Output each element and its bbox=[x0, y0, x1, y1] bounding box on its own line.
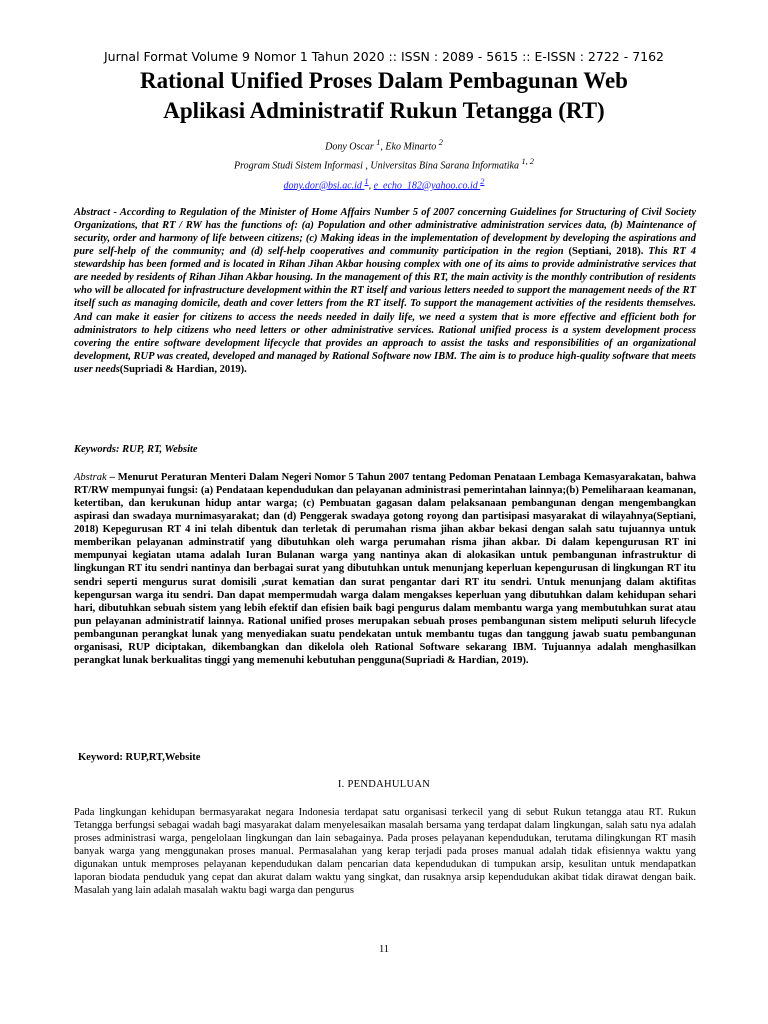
abstrak-label: Abstrak bbox=[74, 472, 107, 483]
keywords-indonesian: Keyword: RUP,RT,Website bbox=[78, 752, 201, 763]
paper-title bbox=[40, 66, 728, 126]
page-number: 11 bbox=[378, 944, 390, 955]
author-name-1: Dony Oscar bbox=[325, 141, 377, 153]
title-line-2: Aplikasi Administratif Rukun Tetangga (RT) bbox=[163, 98, 605, 123]
affiliation-sup: 1, 2 bbox=[521, 157, 534, 167]
abstract-text-2: This RT 4 stewardship has been formed and is located in Rihan Jihan Akbar housing complex with one of its aims to provide administrative services that are needed by residents of Rihan Jihan Akbar housing. In the management of this RT, the main activity is the monthly contribution of residents who will be allocated for infrastructure development within the RT itself and various letters needed to support the management needs of the RT itself such as managing domicile, death and cover letters from the RT itself. To support the management activities of the residents themselves. And can make it easier for citizens to access the needs needed in daily life, we need a system that is more effective and efficient both for administrators to help citizens who need letters or other administrative services. Rational unified process is a system development process covering the entire software development lifecycle that provides an approach to assist the tasks and responsibilities of an organizational development, RUP was created, developed and managed by Rational Software now IBM. The aim is to produce high-quality software that meets user needs bbox=[74, 246, 696, 375]
section-heading: I. PENDAHULUAN bbox=[337, 779, 431, 790]
abstract-citation-2: (Supriadi & Hardian, 2019). bbox=[119, 363, 247, 375]
journal-header: Jurnal Format Volume 9 Nomor 1 Tahun 2020 :: ISSN : 2089 - 5615 :: E-ISSN : 2722 - 7162 bbox=[103, 49, 665, 64]
keywords-english: Keywords: RUP, RT, Website bbox=[74, 444, 198, 455]
author-sup-1: 1 bbox=[376, 138, 381, 147]
author-emails bbox=[0, 174, 768, 193]
author-block bbox=[0, 135, 768, 193]
abstract-text-1: According to Regulation of the Minister of Home Affairs Number 5 of 2007 concerning Guidelines for Structuring of Civil Society Organizations, that RT / RW has the functions of: (a) Population and other administrative administration services data, (b) Maintenance of security, order and harmony of life between citizens; (c) Making ideas in the implementation of development by developing the aspirations and pure self-help of the community; and (d) self-help cooperatives and community participation in the region bbox=[74, 207, 696, 258]
abstract-english bbox=[74, 206, 696, 376]
email-sup-1: 1 bbox=[364, 176, 369, 186]
abstract-citation-1: (Septiani, 2018). bbox=[568, 246, 644, 258]
author-affiliation bbox=[0, 154, 768, 173]
email-sup-2: 2 bbox=[480, 176, 485, 186]
author-sup-2: 2 bbox=[438, 138, 443, 147]
author-names bbox=[0, 135, 768, 154]
abstrak-text: – Menurut Peraturan Menteri Dalam Negeri Nomor 5 Tahun 2007 tentang Pedoman Penataan Lembaga Kemasyarakatan, bahwa RT/RW mempunyai fungsi: (a) Pendataan kependudukan dan pelayanan administrasi pemerintahan lainnya;(b) Pemeliharaan keamanan, ketertiban, dan kerukunan hidup antar warga; (c) Pembuatan gagasan dalam pelaksanaan pembangunan dengan mengembangkan aspirasi dan swadaya murnimasyarakat; dan (d) Penggerak swadaya gotong royong dan partisipasi masyarakat di wilayahnya(Septiani, 2018) Kepegurusan RT 4 ini telah dibentuk dan terletak di perumahan risma jihan akbar bekasi dengan salah satu tujuannya untuk memberikan pelayanan adminstratif yang dibutuhkan oleh warga perumahan risma jihan akbar. Di dalam kepengurusan RT ini mempunyai kegiatan utama adalah Iuran Bulanan warga yang nantinya akan di alokasikan untuk pembangunan infrastruktur di lingkungan RT itu sendri nantinya dan berbagai surat yang dibutuhkan untuk menunjang keperluan kepengurusan di lingkungan RT itu sendri seperti mengurus surat domisili ,surat kematian dan surat pengantar dari RT itu sendri. Untuk menunjang dalam aktifitas kepengursan warga itu sendri. Dan dapat mempermudah warga dalam mengakses keperluan yang dibutuhkan dalam kehidupan sehari hari, dibutuhkan sebuah sistem yang lebih efektif dan efisien baik bagi pengurus dalam membantu warga yang membutuhkan surat atau pun pelayanan administratif lainnya. Rational unified proses merupakan sebuah proses pembangunan sistem meliputi seluruh lifecycle pembangunan perangkat lunak yang menyediakan suatu pendekatan untuk membantu tugas dan tanggung jawab suatu pembangunan organisasi, RUP diciptakan, dikembangkan dan dikelola oleh Rational Software sekarang IBM. Tujuannya adalah menghasilkan perangkat lunak berkualitas tinggi yang memenuhi kebutuhan pengguna(Supriadi & Hardian, 2019). bbox=[74, 472, 696, 666]
title-line-1: Rational Unified Proses Dalam Pembagunan Web bbox=[140, 68, 628, 93]
intro-paragraph: Pada lingkungan kehidupan bermasyarakat negara Indonesia terdapat satu organisasi terkecil yang di sebut Rukun tetangga atau RT. Rukun Tetangga berfungsi sebagai wadah bagi masyarakat dalam menyelesaikan masalah bersama yang terdapat dalam lingkungan, salah satu nya adalah proses administrasi warga, pengelolaan lingkungan dan lain sebagainya. Pada proses pelayanan kependudukan, terutama dilingkungan RT masih banyak warga yang menggunakan proses manual. Permasalahan yang kerap terjadi pada proses manual adalah tidak efisiennya waktu yang digunakan untuk memproses pelayanan kependudukan dalam pencarian data kependudukan di tumpukan arsip, kesulitan untuk mendapatkan laporan biodata penduduk yang cepat dan akurat dalam waktu yang singkat, dan rusaknya arsip kependudukan akibat tidak dirawat dengan baik. Masalah yang lain adalah masalah waktu bagi warga dan pengurus bbox=[74, 807, 696, 897]
email-link-1[interactable]: dony.dor@bsi.ac.id bbox=[283, 179, 365, 191]
author-name-2: , Eko Minarto bbox=[380, 141, 439, 153]
affiliation-text: Program Studi Sistem Informasi , Universitas Bina Sarana Informatika bbox=[234, 160, 522, 172]
abstract-indonesian bbox=[74, 471, 696, 667]
email-separator: , bbox=[368, 179, 374, 191]
email-link-2[interactable]: e_echo_182@yahoo.co.id bbox=[373, 179, 481, 191]
abstract-label: Abstract - bbox=[74, 207, 120, 218]
